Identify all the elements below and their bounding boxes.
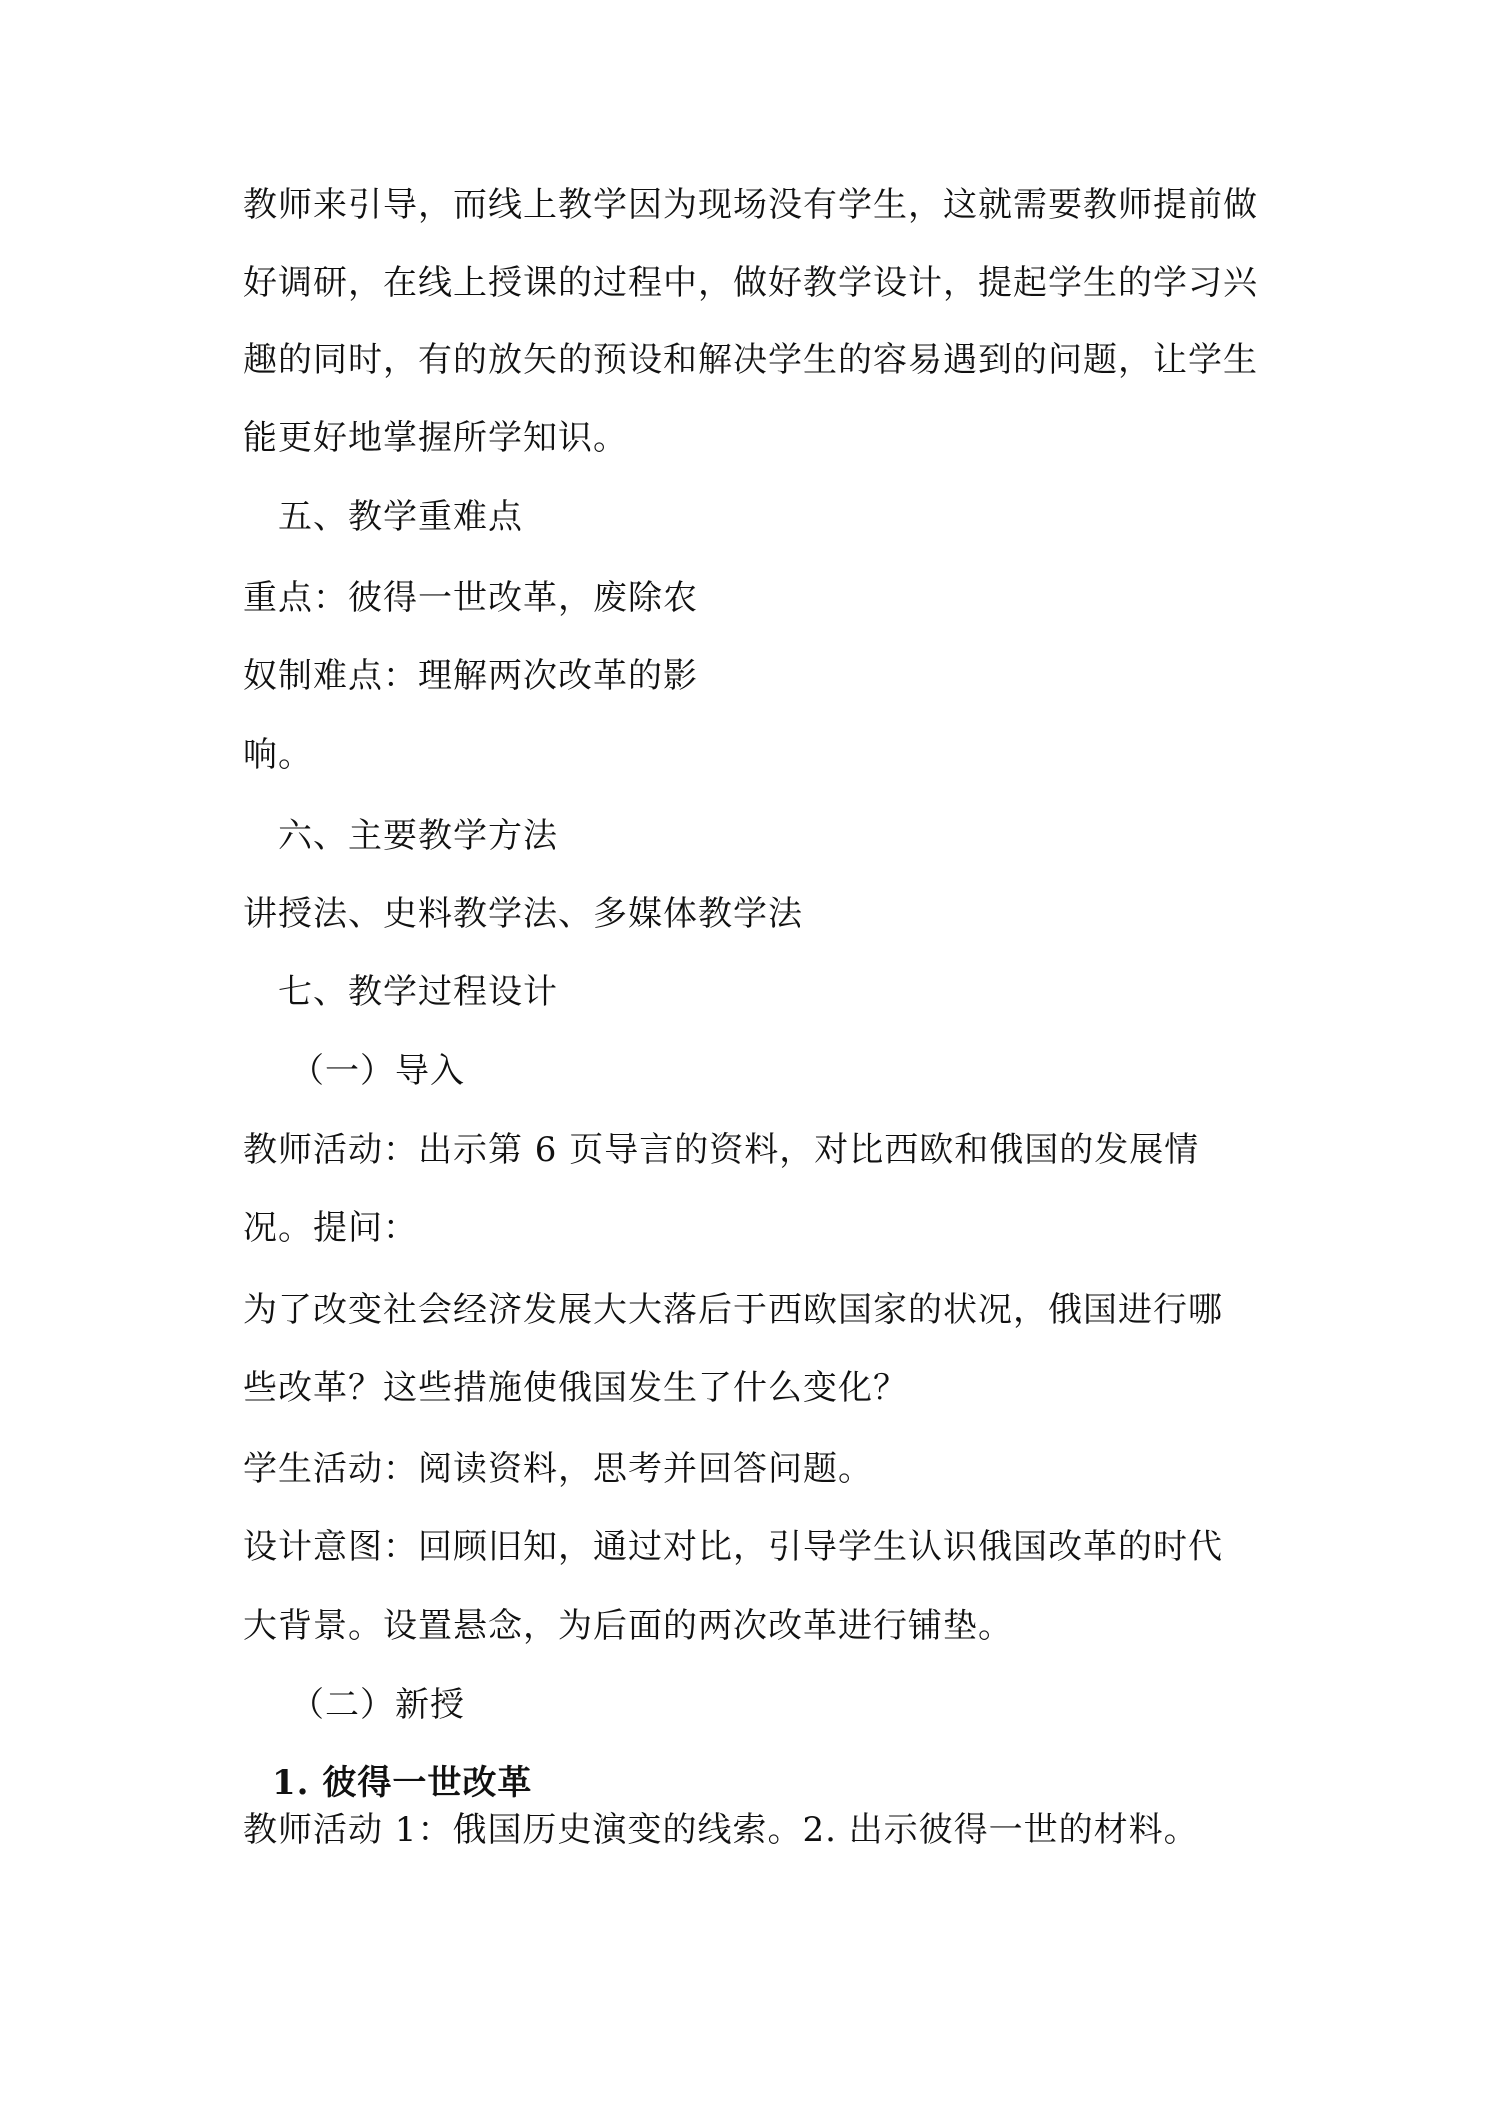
methods-line: 讲授法、史料教学法、多媒体教学法	[243, 894, 803, 934]
key-points-line: 奴制难点：理解两次改革的影	[243, 656, 698, 696]
paragraph-line: 好调研，在线上授课的过程中，做好教学设计，提起学生的学习兴	[243, 263, 1258, 303]
key-points-line: 响。	[243, 735, 313, 775]
intro-line: 大背景。设置悬念，为后面的两次改革进行铺垫。	[243, 1606, 1013, 1646]
paragraph-line: 教师来引导，而线上教学因为现场没有学生，这就需要教师提前做	[243, 185, 1258, 225]
subsection-heading-2: （二）新授	[290, 1685, 465, 1725]
section-heading-6: 六、主要教学方法	[278, 816, 558, 856]
intro-line: 教师活动：出示第 6 页导言的资料，对比西欧和俄国的发展情	[243, 1130, 1200, 1170]
intro-line: 些改革？这些措施使俄国发生了什么变化？	[243, 1368, 908, 1408]
item-heading-1: 1. 彼得一世改革	[272, 1763, 533, 1803]
intro-line: 设计意图：回顾旧知，通过对比，引导学生认识俄国改革的时代	[243, 1527, 1223, 1567]
paragraph-line: 能更好地掌握所学知识。	[243, 418, 628, 458]
intro-line: 学生活动：阅读资料，思考并回答问题。	[243, 1449, 873, 1489]
key-points-line: 重点：彼得一世改革，废除农	[243, 578, 698, 618]
item-body-line: 教师活动 1：俄国历史演变的线索。2. 出示彼得一世的材料。	[243, 1810, 1199, 1850]
intro-line: 况。提问：	[243, 1208, 418, 1248]
paragraph-line: 趣的同时，有的放矢的预设和解决学生的容易遇到的问题，让学生	[243, 340, 1258, 380]
section-heading-5: 五、教学重难点	[278, 497, 523, 537]
section-heading-7: 七、教学过程设计	[278, 972, 558, 1012]
intro-line: 为了改变社会经济发展大大落后于西欧国家的状况，俄国进行哪	[243, 1290, 1223, 1330]
subsection-heading-1: （一）导入	[290, 1051, 465, 1091]
